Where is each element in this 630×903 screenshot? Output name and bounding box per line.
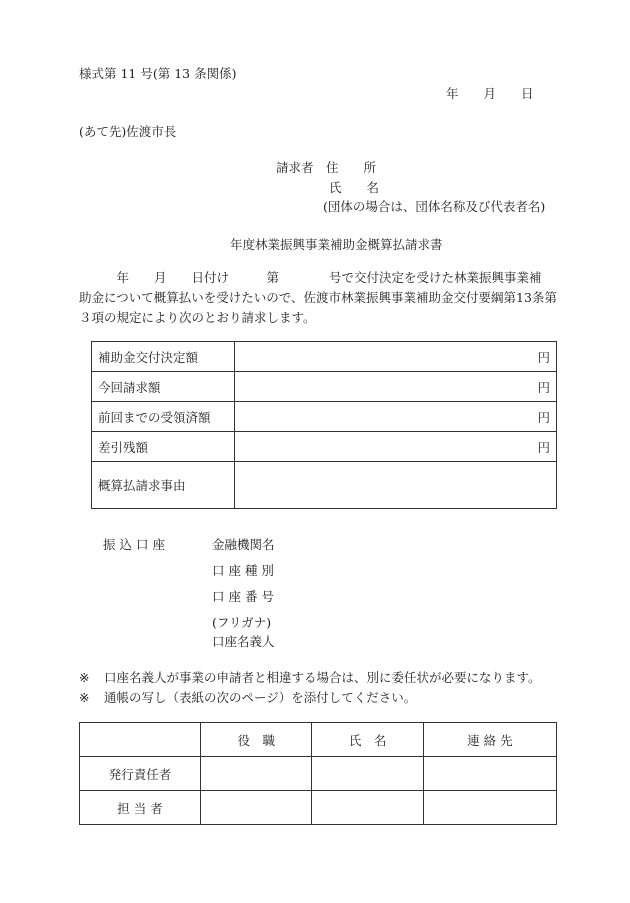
responsibility-table [79, 722, 557, 825]
table-row [92, 432, 557, 462]
row-label: 補助金交付決定額 [92, 342, 235, 372]
note [79, 668, 541, 686]
note-text: 通帳の写し（表紙の次のページ）を添付してください。 [104, 690, 417, 705]
reason-field[interactable] [235, 462, 557, 509]
bank-field-label: 金融機関名 [212, 537, 275, 552]
cell-input[interactable] [201, 791, 312, 825]
bank-field-label: 口 座 番 号 [212, 589, 274, 604]
document-title: 年度林業振興事業補助金概算払請求書 [230, 237, 443, 252]
column-header: 氏 名 [312, 723, 423, 757]
request-statement [79, 268, 559, 328]
requester-name-label: 氏 名 [329, 180, 380, 195]
amount-field[interactable]: 円 [235, 342, 557, 372]
form-number: 様式第 11 号(第 13 条関係) [79, 66, 237, 81]
table-row [80, 791, 557, 825]
statement-line: 助金について概算払いを受けたいので、佐渡市林業振興事業補助金交付要綱第13条第 [79, 290, 557, 305]
cell-input[interactable] [201, 757, 312, 791]
cell-input[interactable] [312, 791, 423, 825]
statement-line: ３項の規定により次のとおり請求します。 [79, 310, 316, 325]
row-label: 差引残額 [92, 432, 235, 462]
row-label: 今回請求額 [92, 372, 235, 402]
amount-field[interactable]: 円 [235, 372, 557, 402]
table-header-row [80, 723, 557, 757]
cell-input[interactable] [423, 757, 556, 791]
requester-organization-note: (団体の場合は、団体名称及び代表者名) [323, 199, 546, 214]
table-row [92, 342, 557, 372]
bank-field-label: (フリガナ) [212, 615, 272, 630]
note [79, 688, 416, 706]
requester-address-label: 請求者 住 所 [276, 160, 377, 175]
addressee: (あて先)佐渡市長 [79, 124, 177, 139]
date-line: 年 月 日 [446, 86, 534, 101]
table-row [92, 462, 557, 509]
row-label: 担 当 者 [80, 791, 201, 825]
cell-input[interactable] [312, 757, 423, 791]
bank-account-label: 振込口座 [103, 537, 170, 552]
note-mark: ※ [79, 670, 90, 685]
note-mark: ※ [79, 690, 90, 705]
statement-line: 年 月 日付け 第 号で交付決定を受けた林業振興事業補 [79, 270, 542, 285]
table-row [80, 757, 557, 791]
column-header: 連 絡 先 [423, 723, 556, 757]
row-label: 概算払請求事由 [92, 462, 235, 509]
row-label: 発行責任者 [80, 757, 201, 791]
row-label: 前回までの受領済額 [92, 402, 235, 432]
bank-field-label: 口座名義人 [212, 634, 275, 649]
note-text: 口座名義人が事業の申請者と相違する場合は、別に委任状が必要になります。 [104, 670, 541, 685]
column-header [80, 723, 201, 757]
table-row [92, 372, 557, 402]
amount-table [91, 341, 557, 509]
amount-field[interactable]: 円 [235, 402, 557, 432]
amount-field[interactable]: 円 [235, 432, 557, 462]
table-row [92, 402, 557, 432]
cell-input[interactable] [423, 791, 556, 825]
bank-field-label: 口 座 種 別 [212, 563, 274, 578]
column-header: 役 職 [201, 723, 312, 757]
